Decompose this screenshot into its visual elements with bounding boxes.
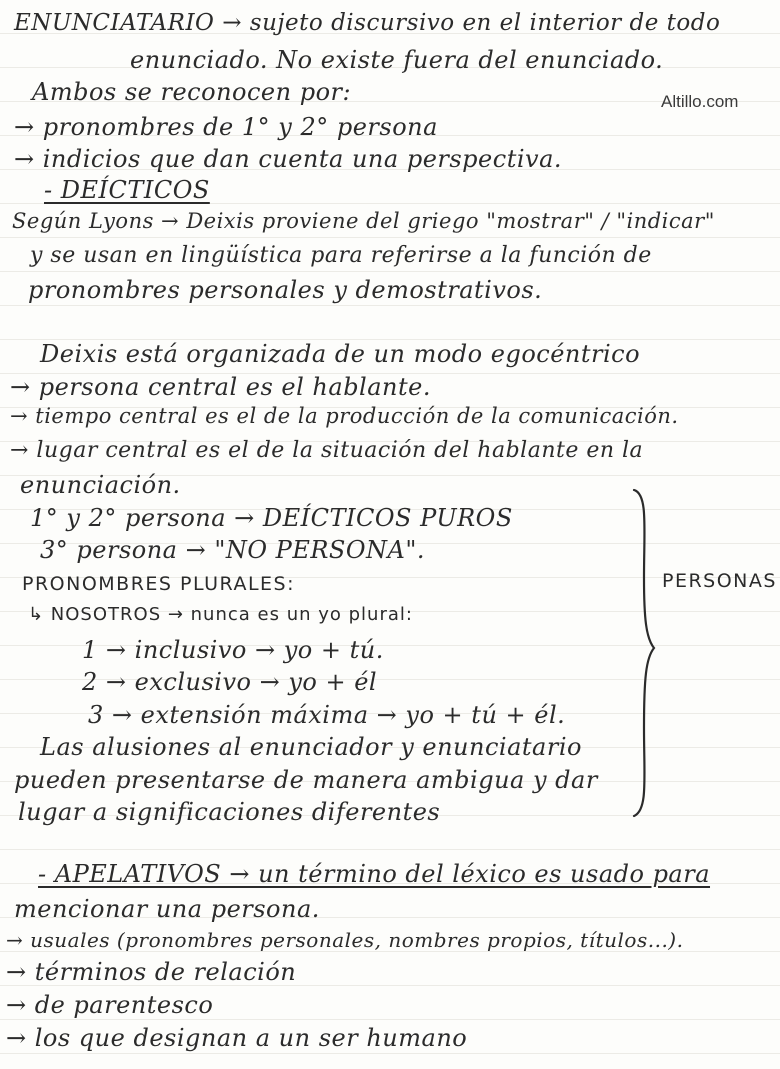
line-pronombres-plurales: PRONOMBRES PLURALES:: [22, 573, 296, 595]
brace-label-personas: PERSONAS: [662, 570, 777, 592]
line-demostrativos: pronombres personales y demostrativos.: [28, 276, 543, 304]
line-extension-maxima: 3 → extensión máxima → yo + tú + él.: [88, 701, 566, 729]
line-persona-central: → persona central es el hablante.: [10, 373, 431, 401]
line-tiempo-central: → tiempo central es el de la producción de la comunicación.: [10, 404, 679, 428]
brace-personas: [628, 488, 658, 818]
line-primera-segunda-persona: 1° y 2° persona → DEÍCTICOS PUROS: [30, 504, 513, 532]
line-pronombres: → pronombres de 1° y 2° persona: [14, 113, 438, 141]
apelativos-title: - APELATIVOS → un término del léxico es usado para: [38, 860, 711, 888]
line-significaciones: lugar a significaciones diferentes: [18, 798, 441, 826]
line-enunciatario: ENUNCIATARIO → sujeto discursivo en el interior de todo: [14, 10, 721, 36]
line-inclusivo: 1 → inclusivo → yo + tú.: [82, 636, 384, 664]
line-usuales: → usuales (pronombres personales, nombres propios, títulos...).: [6, 928, 684, 952]
line-ambos: Ambos se reconocen por:: [32, 78, 352, 106]
watermark: Altillo.com: [661, 92, 739, 111]
line-nosotros: ↳ NOSOTROS → nunca es un yo plural:: [28, 604, 413, 625]
line-ser-humano: → los que designan a un ser humano: [6, 1024, 468, 1052]
line-alusiones: Las alusiones al enunciador y enunciatario: [40, 733, 582, 761]
line-enunciado: enunciado. No existe fuera del enunciado.: [130, 46, 664, 74]
line-enunciacion: enunciación.: [20, 471, 181, 499]
line-ambigua: pueden presentarse de manera ambigua y dar: [14, 766, 598, 794]
line-lugar-central: → lugar central es el de la situación del hablante en la: [10, 438, 644, 463]
line-tercera-persona: 3° persona → "NO PERSONA".: [40, 536, 426, 564]
line-exclusivo: 2 → exclusivo → yo + él: [82, 668, 378, 696]
line-lyons: Según Lyons → Deixis proviene del griego "mostrar" / "indicar": [12, 209, 715, 233]
heading-apelativos: [38, 862, 710, 886]
line-parentesco: → de parentesco: [6, 991, 214, 1019]
line-deixis-egocentrico: Deixis está organizada de un modo egocéntrico: [40, 340, 641, 368]
line-mencionar: mencionar una persona.: [14, 895, 320, 923]
line-terminos-relacion: → términos de relación: [6, 958, 297, 986]
heading-deicticos: - DEÍCTICOS: [44, 176, 210, 204]
line-indicios: → indicios que dan cuenta una perspectiva.: [14, 145, 563, 173]
line-linguistica: y se usan en lingüística para referirse a la función de: [30, 243, 652, 268]
